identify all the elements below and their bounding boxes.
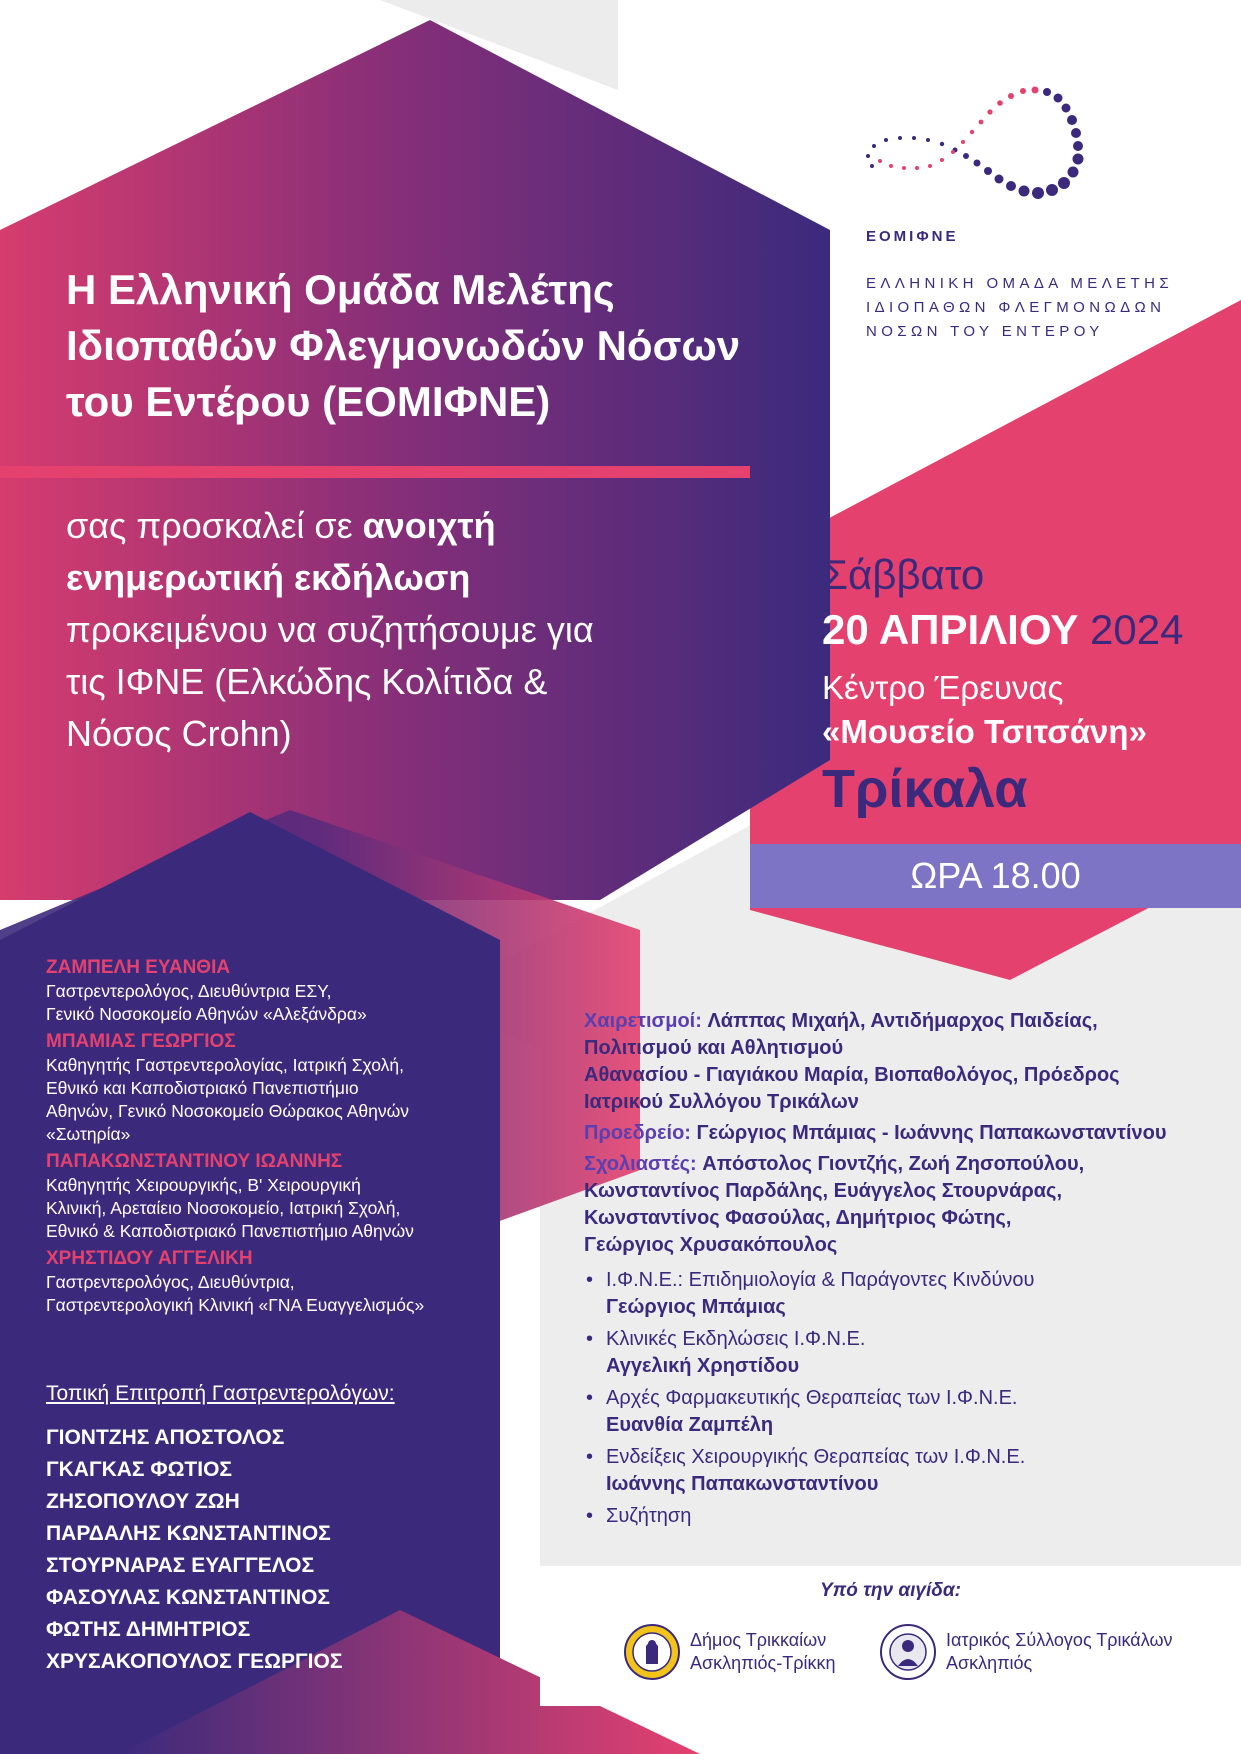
- event-museum: «Μουσείο Τσιτσάνη»: [822, 713, 1147, 750]
- topic-speaker: Ευανθία Ζαμπέλη: [606, 1414, 774, 1436]
- event-date-text: 20 ΑΠΡΙΛΙΟΥ: [822, 606, 1079, 653]
- topic-item: [584, 1444, 1224, 1498]
- commentators-line: Κωνσταντίνος Φασούλας, Δημήτριος Φώτης,: [584, 1207, 1012, 1229]
- speaker-desc-line: Εθνικό & Καποδιστριακό Πανεπιστήμιο Αθηνών: [46, 1221, 414, 1241]
- patronage-line: Ασκληπιός-Τρίκκη: [690, 1653, 836, 1673]
- speaker-entry: [46, 1247, 486, 1317]
- event-time: ΩΡΑ 18.00: [750, 844, 1241, 908]
- topics-list: [584, 1267, 1224, 1530]
- topic-item: [584, 1503, 1224, 1530]
- event-day: Σάββατο: [822, 551, 985, 598]
- commentators-line: Γεώργιος Χρυσακόπουλος: [584, 1234, 838, 1256]
- patronage-line: Ασκληπιός: [946, 1653, 1033, 1673]
- eomifne-logo-icon: [860, 56, 1090, 206]
- speaker-desc-line: Αθηνών, Γενικό Νοσοκομείο Θώρακος Αθηνών: [46, 1101, 410, 1121]
- invite-prefix: σας προσκαλεί σε: [66, 505, 363, 546]
- speaker-desc-line: Γαστρεντερολόγος, Διευθύντρια,: [46, 1272, 295, 1292]
- patronage-org-municipality: [624, 1624, 835, 1680]
- invite-event: ενημερωτική εκδήλωση: [66, 557, 471, 598]
- municipality-seal-icon: [624, 1624, 680, 1680]
- event-date: [822, 602, 1222, 658]
- greetings-label: Χαιρετισμοί:: [584, 1010, 702, 1032]
- topic-title: Κλινικές Εκδηλώσεις Ι.Φ.Ν.Ε.: [606, 1328, 866, 1350]
- event-venue: Κέντρο Έρευνας: [822, 669, 1064, 706]
- committee-member: ΓΚΑΓΚΑΣ ΦΩΤΙΟΣ: [46, 1458, 233, 1481]
- committee-member: ΓΙΟΝΤΖΗΣ ΑΠΟΣΤΟΛΟΣ: [46, 1426, 285, 1449]
- commentators-line: Κωνσταντίνος Παρδάλης, Ευάγγελος Στουρνάρας,: [584, 1180, 1063, 1202]
- pink-divider: [0, 466, 750, 478]
- speaker-desc-line: Γενικό Νοσοκομείο Αθηνών «Αλεξάνδρα»: [46, 1004, 367, 1024]
- patronage-line: Δήμος Τρικκαίων: [690, 1630, 827, 1650]
- speaker-name: ΠΑΠΑΚΩΝΣΤΑΝΤΙΝΟΥ ΙΩΑΝΝΗΣ: [46, 1151, 343, 1172]
- invitation-text: [66, 500, 706, 760]
- patronage-line: Ιατρικός Σύλλογος Τρικάλων: [946, 1630, 1173, 1650]
- commentators-line: Απόστολος Γιοντζής, Ζωή Ζησοπούλου,: [702, 1153, 1085, 1175]
- greetings-line: Ιατρικού Συλλόγου Τρικάλων: [584, 1091, 859, 1113]
- logo-line: ΝΟΣΩΝ ΤΟΥ ΕΝΤΕΡΟΥ: [866, 323, 1104, 340]
- logo-line: ΕΛΛΗΝΙΚΗ ΟΜΑΔΑ ΜΕΛΕΤΗΣ: [866, 275, 1174, 292]
- title-line: Η Ελληνική Ομάδα Μελέτης: [66, 266, 615, 313]
- speaker-entry: [46, 956, 486, 1026]
- committee-list: [46, 1422, 342, 1678]
- topic-speaker: Ιωάννης Παπακωνσταντίνου: [606, 1473, 879, 1495]
- title-line: του Εντέρου (ΕΟΜΙΦΝΕ): [66, 378, 551, 425]
- greetings-block: [584, 1008, 1224, 1116]
- invite-line: τις ΙΦΝΕ (Ελκώδης Κολίτιδα &: [66, 661, 548, 702]
- committee-member: ΦΑΣΟΥΛΑΣ ΚΩΝΣΤΑΝΤΙΝΟΣ: [46, 1586, 331, 1609]
- speaker-entry: [46, 1150, 486, 1243]
- speaker-name: ΧΡΗΣΤΙΔΟΥ ΑΓΓΕΛΙΚΗ: [46, 1248, 253, 1269]
- patronage-section: [540, 1566, 1241, 1706]
- event-details: [822, 548, 1222, 824]
- committee-member: ΠΑΡΔΑΛΗΣ ΚΩΝΣΤΑΝΤΙΝΟΣ: [46, 1522, 331, 1545]
- logo-abbreviation: ΕΟΜΙΦΝΕ: [866, 228, 959, 245]
- speaker-name: ΖΑΜΠΕΛΗ ΕΥΑΝΘΙΑ: [46, 957, 231, 978]
- presidium-label: Προεδρείο:: [584, 1122, 691, 1144]
- medical-association-seal-icon: [880, 1624, 936, 1680]
- committee-member: ΦΩΤΗΣ ΔΗΜΗΤΡΙΟΣ: [46, 1618, 251, 1641]
- program-section: [584, 1008, 1224, 1535]
- page-title: [66, 262, 786, 430]
- topic-title: Συζήτηση: [606, 1505, 692, 1527]
- speakers-list: [46, 952, 486, 1317]
- topic-title: Ι.Φ.Ν.Ε.: Επιδημιολογία & Παράγοντες Κινδύνου: [606, 1269, 1035, 1291]
- patronage-title: Υπό την αιγίδα:: [820, 1580, 961, 1601]
- speaker-desc-line: Γαστρεντερολόγος, Διευθύντρια ΕΣΥ,: [46, 981, 332, 1001]
- speaker-desc-line: Καθηγητής Χειρουργικής, Β' Χειρουργική: [46, 1175, 361, 1195]
- speaker-desc-line: Γαστρεντερολογική Κλινική «ΓΝΑ Ευαγγελισμός»: [46, 1295, 425, 1315]
- event-city: Τρίκαλα: [822, 759, 1028, 819]
- greetings-line: Λάππας Μιχαήλ, Αντιδήμαρχος Παιδείας,: [707, 1010, 1098, 1032]
- logo-line: ΙΔΙΟΠΑΘΩΝ ΦΛΕΓΜΟΝΩΔΩΝ: [866, 299, 1166, 316]
- title-line: Ιδιοπαθών Φλεγμονωδών Νόσων: [66, 322, 741, 369]
- committee-member: ΖΗΣΟΠΟΥΛΟΥ ΖΩΗ: [46, 1490, 240, 1513]
- commentators-label: Σχολιαστές:: [584, 1153, 697, 1175]
- municipality-name: [690, 1629, 835, 1675]
- logo-full-name: [866, 272, 1173, 344]
- speaker-name: ΜΠΑΜΙΑΣ ΓΕΩΡΓΙΟΣ: [46, 1031, 236, 1052]
- topic-item: [584, 1326, 1224, 1380]
- invite-line: προκειμένου να συζητήσουμε για: [66, 609, 594, 650]
- patronage-org-medical-association: [880, 1624, 1173, 1680]
- committee-title: Τοπική Επιτροπή Γαστρεντερολόγων:: [46, 1382, 395, 1405]
- presidium-block: [584, 1120, 1224, 1147]
- invite-open: ανοιχτή: [362, 505, 496, 546]
- topic-speaker: Αγγελική Χρηστίδου: [606, 1355, 800, 1377]
- speaker-desc-line: Εθνικό και Καποδιστριακό Πανεπιστήμιο: [46, 1078, 359, 1098]
- commentators-block: [584, 1151, 1224, 1259]
- topic-item: [584, 1385, 1224, 1439]
- medical-association-name: [946, 1629, 1173, 1675]
- greetings-line: Πολιτισμού και Αθλητισμού: [584, 1037, 844, 1059]
- gradient-hexagon-top: [0, 20, 830, 900]
- topic-item: [584, 1267, 1224, 1321]
- invite-line: Νόσος Crohn): [66, 713, 292, 754]
- committee-member: ΣΤΟΥΡΝΑΡΑΣ ΕΥΑΓΓΕΛΟΣ: [46, 1554, 315, 1577]
- greetings-line: Αθανασίου - Γιαγιάκου Μαρία, Βιοπαθολόγος, Πρόεδρος: [584, 1064, 1120, 1086]
- presidium-text: Γεώργιος Μπάμιας - Ιωάννης Παπακωνσταντίνου: [696, 1122, 1167, 1144]
- topic-speaker: Γεώργιος Μπάμιας: [606, 1296, 786, 1318]
- topic-title: Ενδείξεις Χειρουργικής Θεραπείας των Ι.Φ.Ν.Ε.: [606, 1446, 1026, 1468]
- committee-member: ΧΡΥΣΑΚΟΠΟΥΛΟΣ ΓΕΩΡΓΙΟΣ: [46, 1650, 343, 1673]
- speaker-desc-line: Καθηγητής Γαστρεντερολογίας, Ιατρική Σχολή,: [46, 1055, 404, 1075]
- speaker-entry: [46, 1030, 486, 1146]
- topic-title: Αρχές Φαρμακευτικής Θεραπείας των Ι.Φ.Ν.Ε.: [606, 1387, 1018, 1409]
- event-year: 2024: [1090, 606, 1184, 653]
- speaker-desc-line: «Σωτηρία»: [46, 1124, 131, 1144]
- speaker-desc-line: Κλινική, Αρεταίειο Νοσοκομείο, Ιατρική Σχολή,: [46, 1198, 401, 1218]
